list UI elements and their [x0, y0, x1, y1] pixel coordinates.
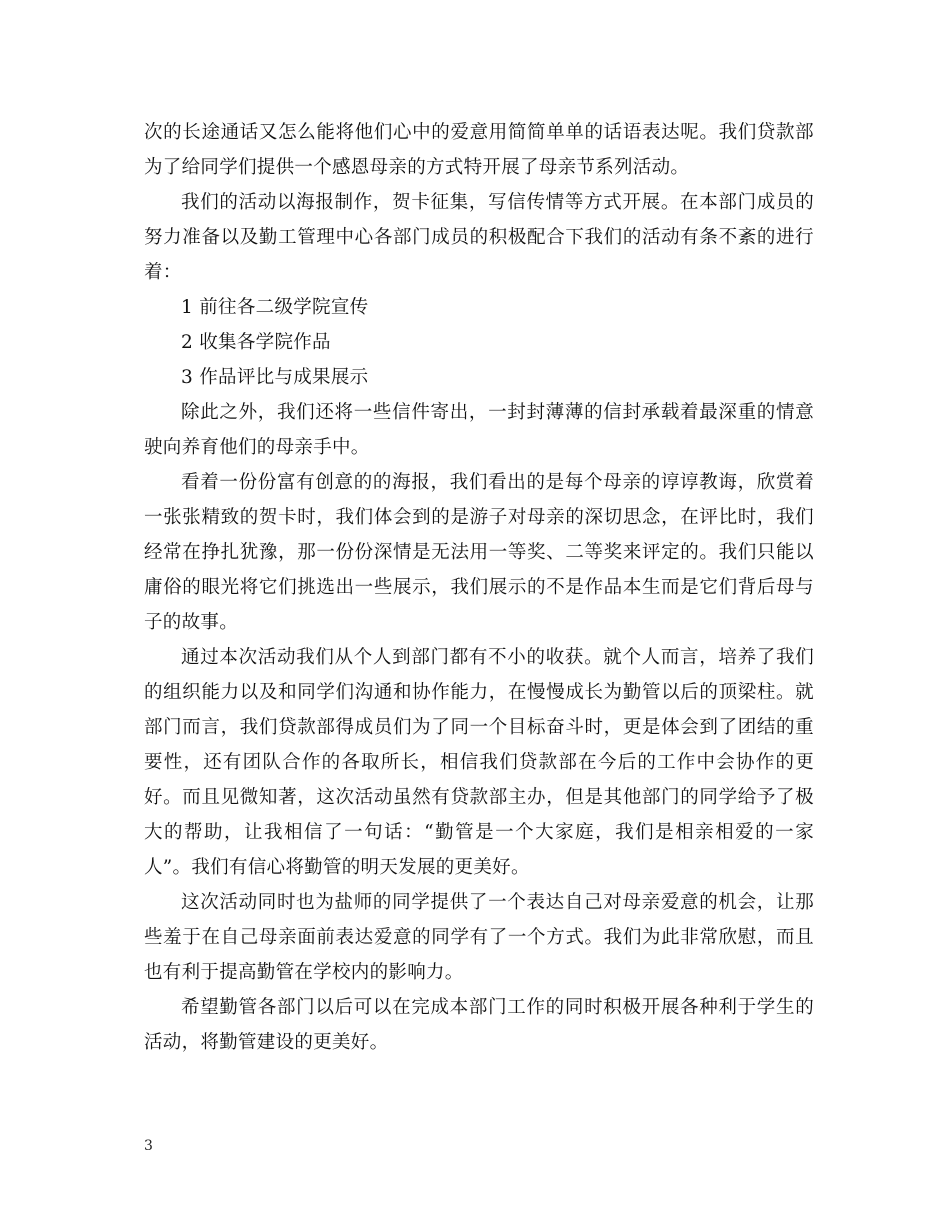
paragraph-continued: 次的长途通话又怎么能将他们心中的爱意用简简单单的话语表达呢。我们贷款部为了给同学们提供一个感恩母亲的方式特开展了母亲节系列活动。: [144, 122, 814, 178]
body-text: [144, 115, 814, 1060]
paragraph-gains: 通过本次活动我们从个人到部门都有不小的收获。就个人而言，培养了我们的组织能力以及和同学们沟通和协作能力，在慢慢成长为勤管以后的顶梁柱。就部门而言，我们贷款部得成员们为了同一个目标奋斗时，更是体会到了团结的重要性，还有团队合作的各取所长，相信我们贷款部在今后的工作中会协作的更好。而且见微知著，这次活动虽然有贷款部主办，但是其他部门的同学给予了极大的帮助，让我相信了一句话：“勤管是一个大家庭，我们是相亲相爱的一家人”。我们有信心将勤管的明天发展的更美好。: [144, 647, 814, 878]
paragraph-hope: 希望勤管各部门以后可以在完成本部门工作的同时积极开展各种利于学生的活动，将勤管建设的更美好。: [144, 997, 814, 1053]
list-item-1: 1 前往各二级学院宣传: [181, 297, 369, 318]
list-item-2: 2 收集各学院作品: [181, 332, 331, 353]
paragraph-letters: 除此之外，我们还将一些信件寄出，一封封薄薄的信封承载着最深重的情意驶向养育他们的母亲手中。: [144, 402, 814, 458]
list-item-3: 3 作品评比与成果展示: [181, 367, 369, 388]
paragraph-posters: 看着一份份富有创意的的海报，我们看出的是每个母亲的谆谆教诲，欣赏着一张张精致的贺卡时，我们体会到的是游子对母亲的深切思念，在评比时，我们经常在挣扎犹豫，那一份份深情是无法用一等奖、二等奖来评定的。我们只能以庸俗的眼光将它们挑选出一些展示，我们展示的不是作品本生而是它们背后母与子的故事。: [144, 472, 814, 633]
page-number: 3: [144, 1138, 153, 1154]
paragraph-activity-methods: 我们的活动以海报制作，贺卡征集，写信传情等方式开展。在本部门成员的努力准备以及勤工管理中心各部门成员的积极配合下我们的活动有条不紊的进行着：: [144, 192, 814, 283]
paragraph-opportunity: 这次活动同时也为盐师的同学提供了一个表达自己对母亲爱意的机会，让那些羞于在自己母亲面前表达爱意的同学有了一个方式。我们为此非常欣慰，而且也有利于提高勤管在学校内的影响力。: [144, 892, 814, 983]
